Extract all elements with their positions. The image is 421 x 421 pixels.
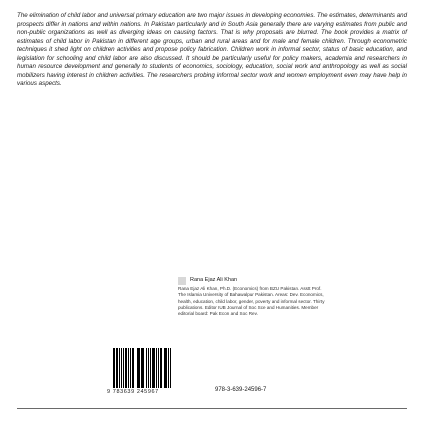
isbn-number: 978-3-639-24596-7 (215, 387, 267, 393)
barcode-digits: 9 783639 245967 (107, 389, 159, 395)
back-cover-blurb: The elimination of child labor and universal primary education are two major issues in developing economies. The estimates, determinants and prospects differ in nations and within nations. In Pakistan particularly and in South Asia generally there are varying estimates from public and non-public organizations as well as diverging ideas on causing factors. That is why proposals are blurred. The book provides a matrix of estimates of child labor in Pakistan in different age groups, urban and rural areas and for male and female children. Through econometric techniques it shed light on children activities and propose policy fabrication. Children work in informal sector, status of basic education, and legislation for schooling and child labor are also discussed. It should be particularly useful for policy makers, academia and researchers in human resource development and generally to students of economics, sociology, education, social work and anthropology as well as social mobilizers having interest in children activities. The researchers probing informal sector work and women employment even may have help in various aspects. (17, 12, 408, 88)
barcode-gap (170, 348, 171, 388)
isbn-barcode (107, 348, 199, 396)
barcode-bars (113, 348, 195, 388)
author-bio: Rana Ejaz Ali Khan, Ph.D. (Economics) from BZU Pakistan. Asstt Prof. The Islamia University of Bahawalpur Pakistan. Areas: Dev. Economics, health, education, child labor, gender, poverty and informal sector. Thirty publications. Editor IUB Journal of Soc Sce and Humanities. Member editorial board: Pak Econ and Soc Rev. (178, 286, 325, 317)
author-photo (178, 277, 186, 285)
author-name: Rana Ejaz Ali Khan (190, 277, 238, 283)
bottom-rule (17, 408, 407, 409)
